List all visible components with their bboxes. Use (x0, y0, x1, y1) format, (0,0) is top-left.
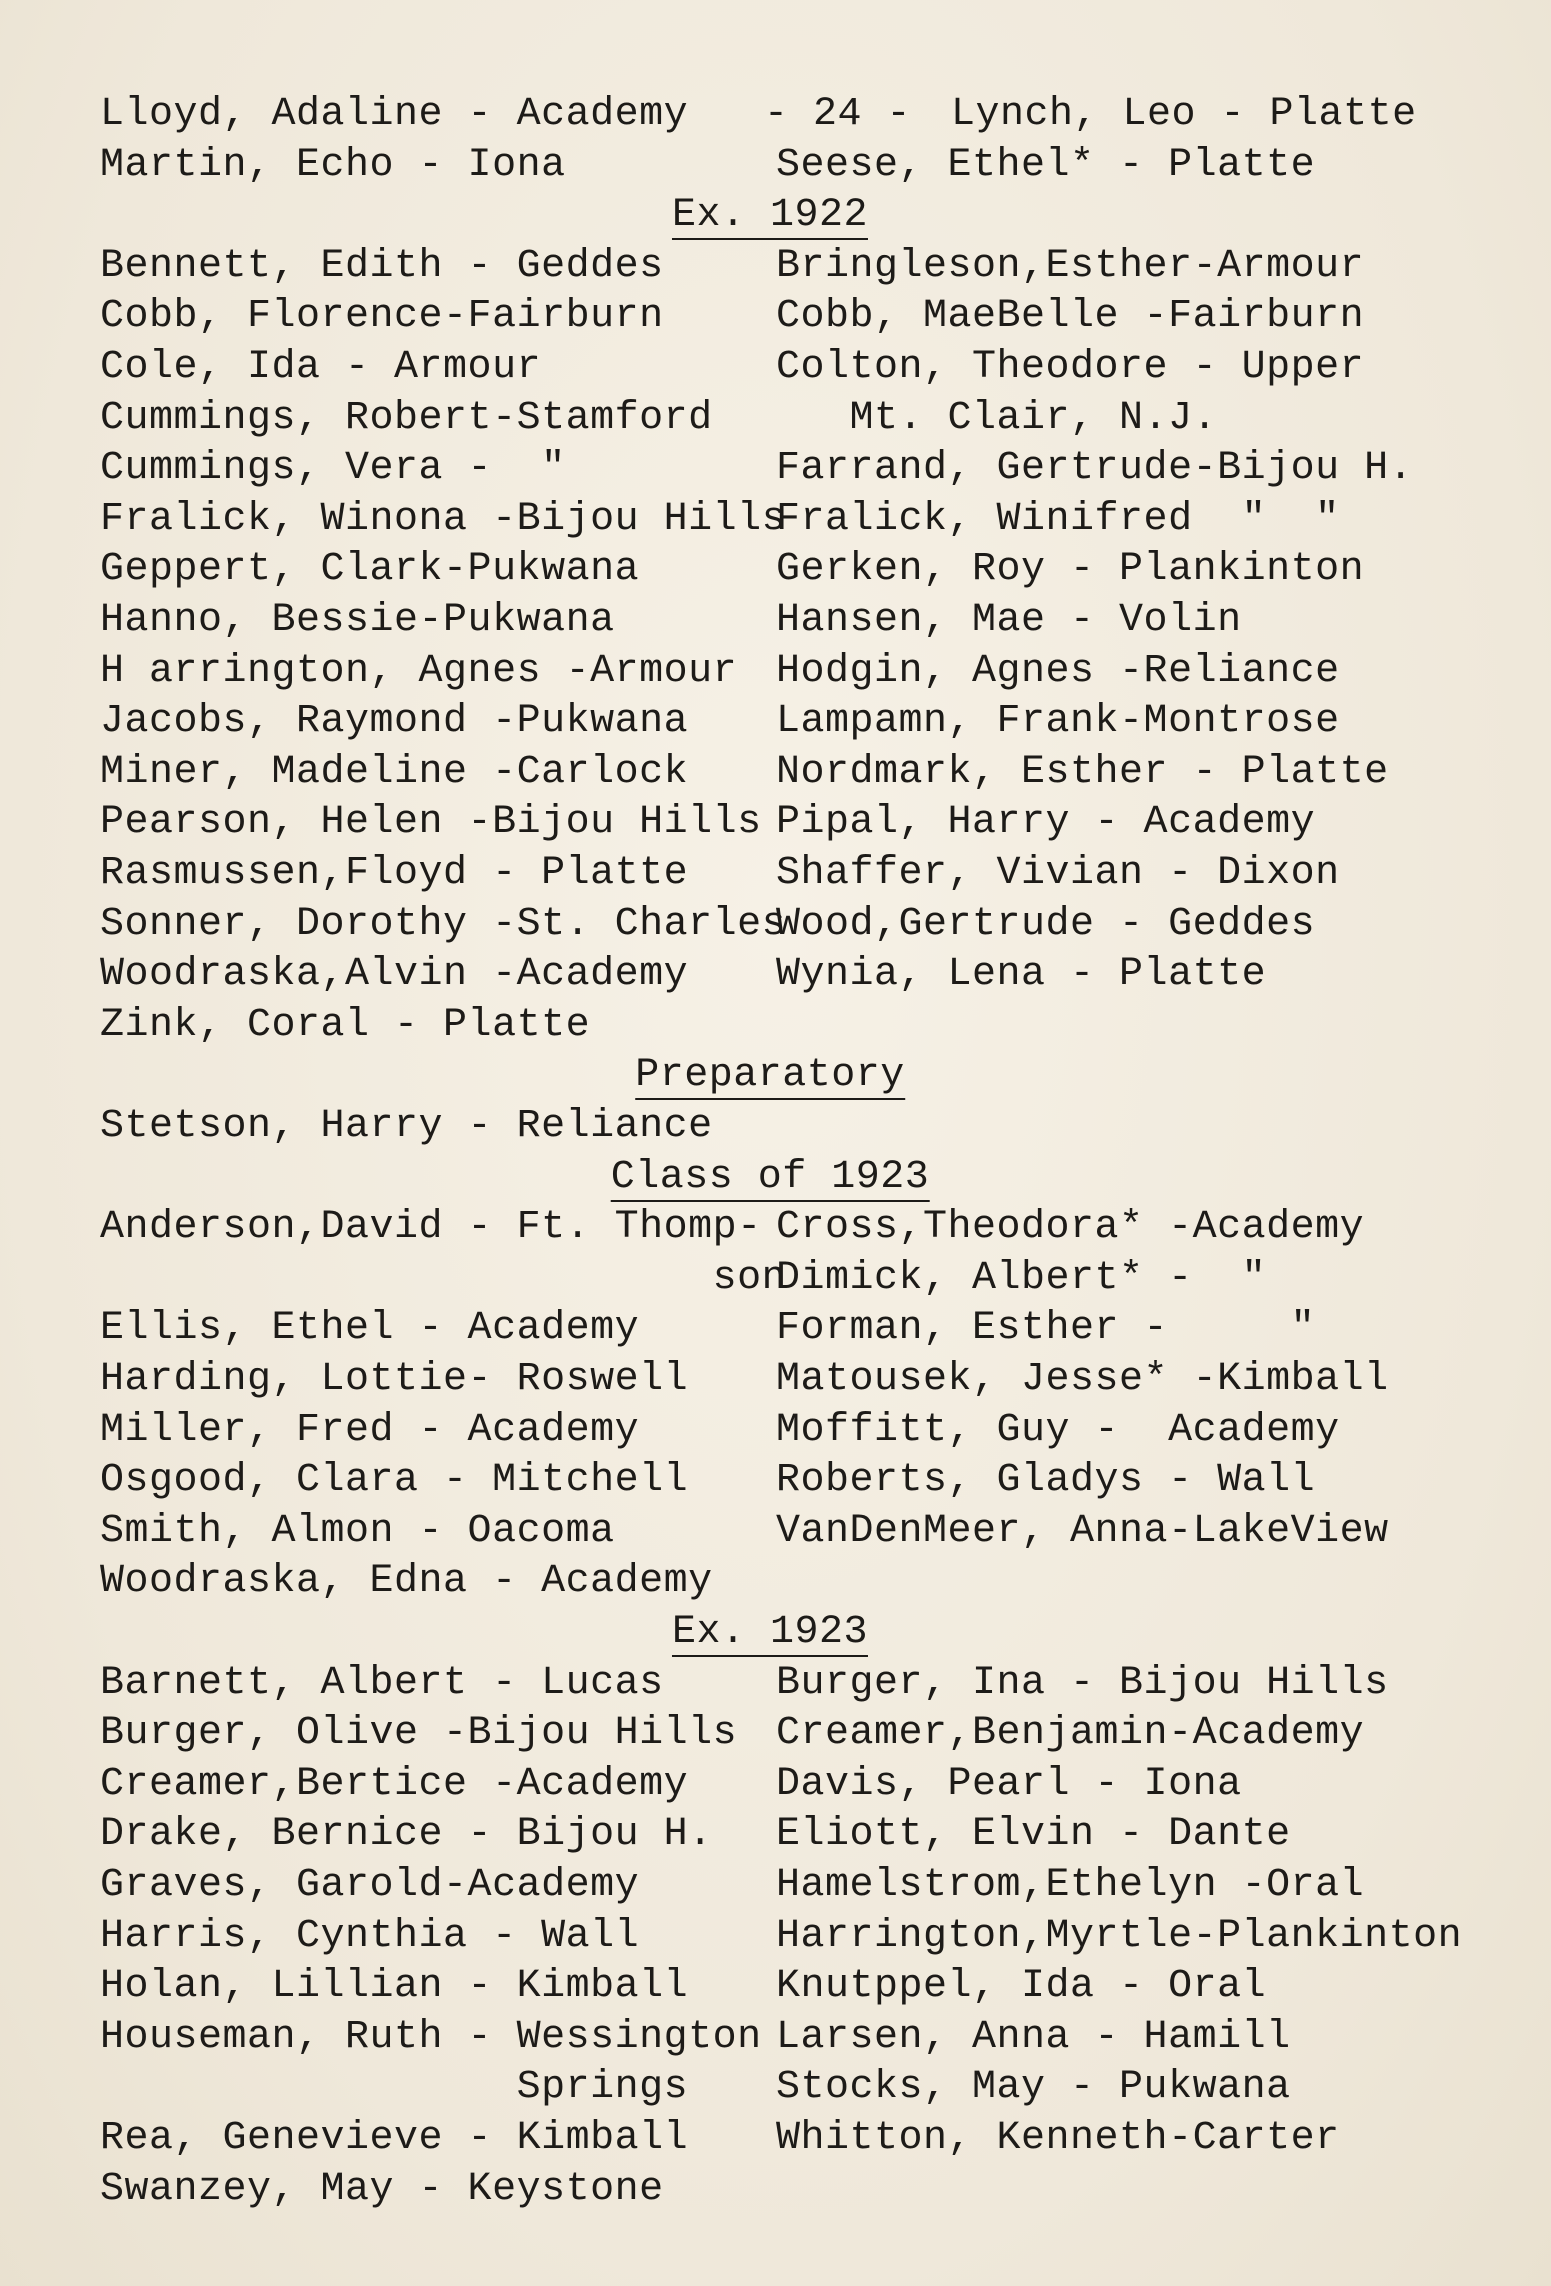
page-number: - 24 - (764, 92, 912, 137)
roster-entry-right: Burger, Ina - Bijou Hills (776, 1660, 1389, 1706)
roster-entry-left: Swanzey, May - Keystone (100, 2166, 664, 2212)
roster-entry-left: Harris, Cynthia - Wall (100, 1913, 640, 1959)
roster-entry-left: Zink, Coral - Platte (100, 1002, 591, 1048)
roster-entry-left: Hanno, Bessie-Pukwana (100, 598, 615, 643)
roster-entry-left: Harding, Lottie- Roswell (100, 1357, 689, 1402)
roster-entry-left: Lloyd, Adaline - Academy (100, 92, 689, 137)
roster-entry-right: Pipal, Harry - Academy (776, 800, 1316, 846)
section-heading (635, 1051, 905, 1101)
roster-entry-left: Bennett, Edith - Geddes (100, 243, 664, 289)
roster-entry-left: Stetson, Harry - Reliance (100, 1104, 713, 1149)
roster-entry-left: Geppert, Clark-Pukwana (100, 547, 640, 593)
roster-entry-left: Rea, Genevieve - Kimball (100, 2116, 689, 2161)
roster-entry-right: Hansen, Mae - Volin (776, 598, 1242, 643)
roster-entry-right: Fralick, Winifred " " (776, 496, 1340, 542)
roster-entry-right: Wood,Gertrude - Geddes (776, 901, 1316, 947)
roster-entry-left: Graves, Garold-Academy (100, 1863, 640, 1908)
roster-entry-right: VanDenMeer, Anna-LakeView (776, 1508, 1389, 1554)
roster-entry-left: Anderson,David - Ft. Thomp- (100, 1205, 762, 1251)
roster-entry-left: Cummings, Vera - " (100, 446, 566, 492)
section-heading (672, 1608, 868, 1658)
roster-entry-left: Woodraska, Edna - Academy (100, 1559, 713, 1605)
roster-entry-right: Moffitt, Guy - Academy (776, 1407, 1340, 1453)
roster-entry-right: Harrington,Myrtle-Plankinton (776, 1913, 1463, 1959)
roster-entry-left: son (100, 1255, 787, 1301)
roster-entry-right: Gerken, Roy - Plankinton (776, 547, 1365, 593)
roster-entry-right: Cobb, MaeBelle -Fairburn (776, 294, 1365, 340)
roster-entry-left: Jacobs, Raymond -Pukwana (100, 699, 689, 745)
roster-entry-right: Nordmark, Esther - Platte (776, 749, 1389, 795)
roster-entry-right: Wynia, Lena - Platte (776, 952, 1267, 998)
roster-entry-right: Creamer,Benjamin-Academy (776, 1711, 1365, 1757)
roster-entry-left: Creamer,Bertice -Academy (100, 1761, 689, 1807)
roster-entry-right: Matousek, Jesse* -Kimball (776, 1357, 1389, 1402)
roster-entry-left: Cummings, Robert-Stamford (100, 395, 713, 441)
roster-entry-right: Bringleson,Esther-Armour (776, 243, 1365, 289)
roster-entry-right: Whitton, Kenneth-Carter (776, 2116, 1340, 2161)
roster-entry-left: Smith, Almon - Oacoma (100, 1508, 615, 1554)
roster-entry-right: Shaffer, Vivian - Dixon (776, 851, 1340, 896)
roster-entry-left: Springs (100, 2065, 689, 2111)
roster-entry-left: Martin, Echo - Iona (100, 142, 566, 188)
roster-entry-left: Barnett, Albert - Lucas (100, 1660, 664, 1706)
roster-entry-left: Drake, Bernice - Bijou H. (100, 1812, 713, 1858)
roster-entry-right: Hodgin, Agnes -Reliance (776, 648, 1340, 694)
roster-entry-left: Sonner, Dorothy -St. Charles (100, 901, 787, 947)
roster-entry-left: Cobb, Florence-Fairburn (100, 294, 664, 340)
roster-entry-right: Cross,Theodora* -Academy (776, 1205, 1365, 1251)
roster-entry-left: Burger, Olive -Bijou Hills (100, 1711, 738, 1757)
roster-entry-right: Dimick, Albert* - " (776, 1255, 1267, 1301)
section-heading-text: Class of 1923 (610, 1154, 930, 1200)
roster-entry-left: Pearson, Helen -Bijou Hills (100, 800, 762, 846)
roster-entry-right: Davis, Pearl - Iona (776, 1761, 1242, 1807)
roster-entry-right: Eliott, Elvin - Dante (776, 1812, 1291, 1858)
roster-entry-right: Forman, Esther - " (776, 1306, 1316, 1352)
roster-entry-right: Larsen, Anna - Hamill (776, 2014, 1291, 2060)
roster-entry-left: Fralick, Winona -Bijou Hills (100, 496, 787, 542)
roster-entry-left: Rasmussen,Floyd - Platte (100, 851, 689, 896)
roster-entry-right: Roberts, Gladys - Wall (776, 1458, 1316, 1504)
section-heading (611, 1153, 930, 1203)
section-heading-text: Ex. 1923 (671, 1610, 869, 1655)
roster-entry-left: Holan, Lillian - Kimball (100, 1964, 689, 2010)
roster-entry-right: Seese, Ethel* - Platte (776, 142, 1316, 188)
roster-entry-right: Colton, Theodore - Upper (776, 345, 1365, 390)
roster-entry-right: Mt. Clair, N.J. (776, 395, 1218, 441)
roster-entry-left: Houseman, Ruth - Wessington (100, 2014, 762, 2060)
roster-entry-left: H arrington, Agnes -Armour (100, 648, 738, 694)
roster-entry-right: Stocks, May - Pukwana (776, 2065, 1291, 2111)
roster-entry-right: Farrand, Gertrude-Bijou H. (776, 446, 1414, 492)
roster-entry-left: Cole, Ida - Armour (100, 345, 542, 390)
roster-entry-right: Knutppel, Ida - Oral (776, 1964, 1267, 2010)
roster-entry-left: Osgood, Clara - Mitchell (100, 1458, 689, 1504)
roster-entry-left: Miner, Madeline -Carlock (100, 749, 689, 795)
section-heading-text: Preparatory (635, 1053, 905, 1099)
section-heading-text: Ex. 1922 (671, 193, 869, 239)
roster-entry-left: Ellis, Ethel - Academy (100, 1306, 640, 1352)
roster-entry-left: Miller, Fred - Academy (100, 1407, 640, 1453)
roster-entry-right: Lynch, Leo - Platte (951, 92, 1417, 137)
roster-entry-right: Lampamn, Frank-Montrose (776, 699, 1340, 745)
roster-entry-left: Woodraska,Alvin -Academy (100, 952, 689, 998)
section-heading (672, 191, 868, 241)
roster-entry-right: Hamelstrom,Ethelyn -Oral (776, 1863, 1365, 1908)
